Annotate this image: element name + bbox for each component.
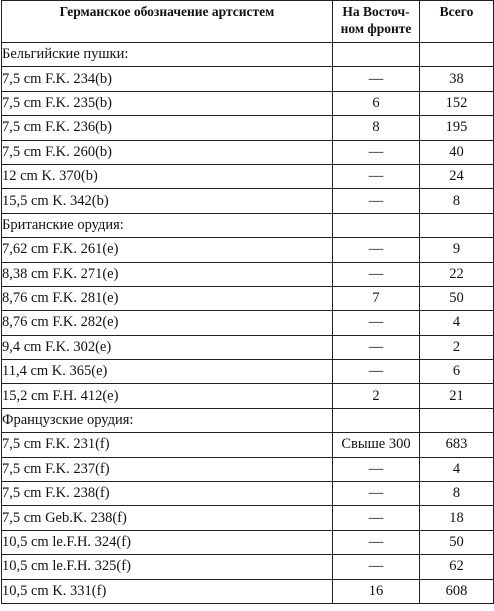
eastern-front-cell: — bbox=[333, 360, 420, 384]
table-row bbox=[2, 164, 494, 188]
group-empty-cell bbox=[333, 43, 420, 67]
header-eastern-front-line2: ном фронте bbox=[340, 21, 412, 36]
eastern-front-cell: — bbox=[333, 335, 420, 359]
table-row bbox=[2, 530, 494, 554]
designation-cell: 9,4 cm F.K. 302(e) bbox=[2, 335, 333, 359]
table-row bbox=[2, 116, 494, 140]
designation-cell: 7,5 cm F.K. 234(b) bbox=[2, 67, 333, 91]
table-row bbox=[2, 360, 494, 384]
table-row bbox=[2, 286, 494, 310]
designation-cell: 10,5 cm le.F.H. 325(f) bbox=[2, 555, 333, 579]
eastern-front-cell: — bbox=[333, 506, 420, 530]
total-cell: 50 bbox=[420, 530, 494, 554]
group-title: Бельгийские пушки: bbox=[2, 43, 333, 67]
total-cell: 152 bbox=[420, 91, 494, 115]
designation-cell: 8,76 cm F.K. 281(e) bbox=[2, 286, 333, 310]
total-cell: 9 bbox=[420, 238, 494, 262]
designation-cell: 12 cm K. 370(b) bbox=[2, 164, 333, 188]
designation-cell: 15,2 cm F.H. 412(e) bbox=[2, 384, 333, 408]
table-row bbox=[2, 262, 494, 286]
total-cell: 21 bbox=[420, 384, 494, 408]
designation-cell: 7,5 cm F.K. 235(b) bbox=[2, 91, 333, 115]
table-row bbox=[2, 555, 494, 579]
group-empty-cell bbox=[420, 408, 494, 432]
table-row bbox=[2, 457, 494, 481]
eastern-front-cell: — bbox=[333, 140, 420, 164]
table-header bbox=[2, 1, 494, 43]
eastern-front-cell: — bbox=[333, 67, 420, 91]
group-title: Французские орудия: bbox=[2, 408, 333, 432]
table-row bbox=[2, 67, 494, 91]
total-cell: 38 bbox=[420, 67, 494, 91]
total-cell: 195 bbox=[420, 116, 494, 140]
total-cell: 50 bbox=[420, 286, 494, 310]
group-title: Британские орудия: bbox=[2, 213, 333, 237]
total-cell: 18 bbox=[420, 506, 494, 530]
artillery-table bbox=[1, 0, 494, 604]
designation-cell: 8,38 cm F.K. 271(e) bbox=[2, 262, 333, 286]
designation-cell: 7,5 cm F.K. 238(f) bbox=[2, 482, 333, 506]
total-cell: 8 bbox=[420, 482, 494, 506]
designation-cell: 8,76 cm F.K. 282(e) bbox=[2, 311, 333, 335]
group-empty-cell bbox=[420, 213, 494, 237]
table-row bbox=[2, 311, 494, 335]
eastern-front-cell: — bbox=[333, 164, 420, 188]
group-empty-cell bbox=[420, 43, 494, 67]
table-row bbox=[2, 482, 494, 506]
table-row bbox=[2, 140, 494, 164]
table-row bbox=[2, 335, 494, 359]
total-cell: 608 bbox=[420, 579, 494, 603]
header-row bbox=[2, 1, 494, 43]
designation-cell: 11,4 cm K. 365(e) bbox=[2, 360, 333, 384]
table-row bbox=[2, 506, 494, 530]
header-eastern-front-line1: На Восточ- bbox=[342, 4, 410, 19]
group-empty-cell bbox=[333, 213, 420, 237]
eastern-front-cell: 16 bbox=[333, 579, 420, 603]
designation-cell: 15,5 cm K. 342(b) bbox=[2, 189, 333, 213]
eastern-front-cell: — bbox=[333, 262, 420, 286]
designation-cell: 7,5 cm F.K. 237(f) bbox=[2, 457, 333, 481]
total-cell: 40 bbox=[420, 140, 494, 164]
designation-cell: 10,5 cm K. 331(f) bbox=[2, 579, 333, 603]
table-row bbox=[2, 91, 494, 115]
eastern-front-cell: — bbox=[333, 530, 420, 554]
table-row bbox=[2, 579, 494, 603]
table-row bbox=[2, 433, 494, 457]
eastern-front-cell: — bbox=[333, 457, 420, 481]
designation-cell: 7,5 cm F.K. 236(b) bbox=[2, 116, 333, 140]
group-row bbox=[2, 43, 494, 67]
group-row bbox=[2, 213, 494, 237]
eastern-front-cell: 2 bbox=[333, 384, 420, 408]
table-row bbox=[2, 384, 494, 408]
group-empty-cell bbox=[333, 408, 420, 432]
eastern-front-cell: Свыше 300 bbox=[333, 433, 420, 457]
group-row bbox=[2, 408, 494, 432]
total-cell: 4 bbox=[420, 457, 494, 481]
eastern-front-cell: 8 bbox=[333, 116, 420, 140]
designation-cell: 7,5 cm F.K. 260(b) bbox=[2, 140, 333, 164]
table-body bbox=[2, 43, 494, 604]
table-row bbox=[2, 238, 494, 262]
total-cell: 6 bbox=[420, 360, 494, 384]
total-cell: 2 bbox=[420, 335, 494, 359]
table-row bbox=[2, 189, 494, 213]
eastern-front-cell: 7 bbox=[333, 286, 420, 310]
total-cell: 4 bbox=[420, 311, 494, 335]
total-cell: 683 bbox=[420, 433, 494, 457]
header-total: Всего bbox=[420, 1, 494, 43]
eastern-front-cell: — bbox=[333, 189, 420, 213]
total-cell: 24 bbox=[420, 164, 494, 188]
designation-cell: 7,5 cm Geb.K. 238(f) bbox=[2, 506, 333, 530]
total-cell: 8 bbox=[420, 189, 494, 213]
header-designation: Германское обозначение артсистем bbox=[2, 1, 333, 43]
eastern-front-cell: — bbox=[333, 482, 420, 506]
header-eastern-front bbox=[333, 1, 420, 43]
designation-cell: 7,62 cm F.K. 261(e) bbox=[2, 238, 333, 262]
designation-cell: 7,5 cm F.K. 231(f) bbox=[2, 433, 333, 457]
total-cell: 62 bbox=[420, 555, 494, 579]
eastern-front-cell: — bbox=[333, 238, 420, 262]
eastern-front-cell: 6 bbox=[333, 91, 420, 115]
eastern-front-cell: — bbox=[333, 555, 420, 579]
total-cell: 22 bbox=[420, 262, 494, 286]
designation-cell: 10,5 cm le.F.H. 324(f) bbox=[2, 530, 333, 554]
eastern-front-cell: — bbox=[333, 311, 420, 335]
